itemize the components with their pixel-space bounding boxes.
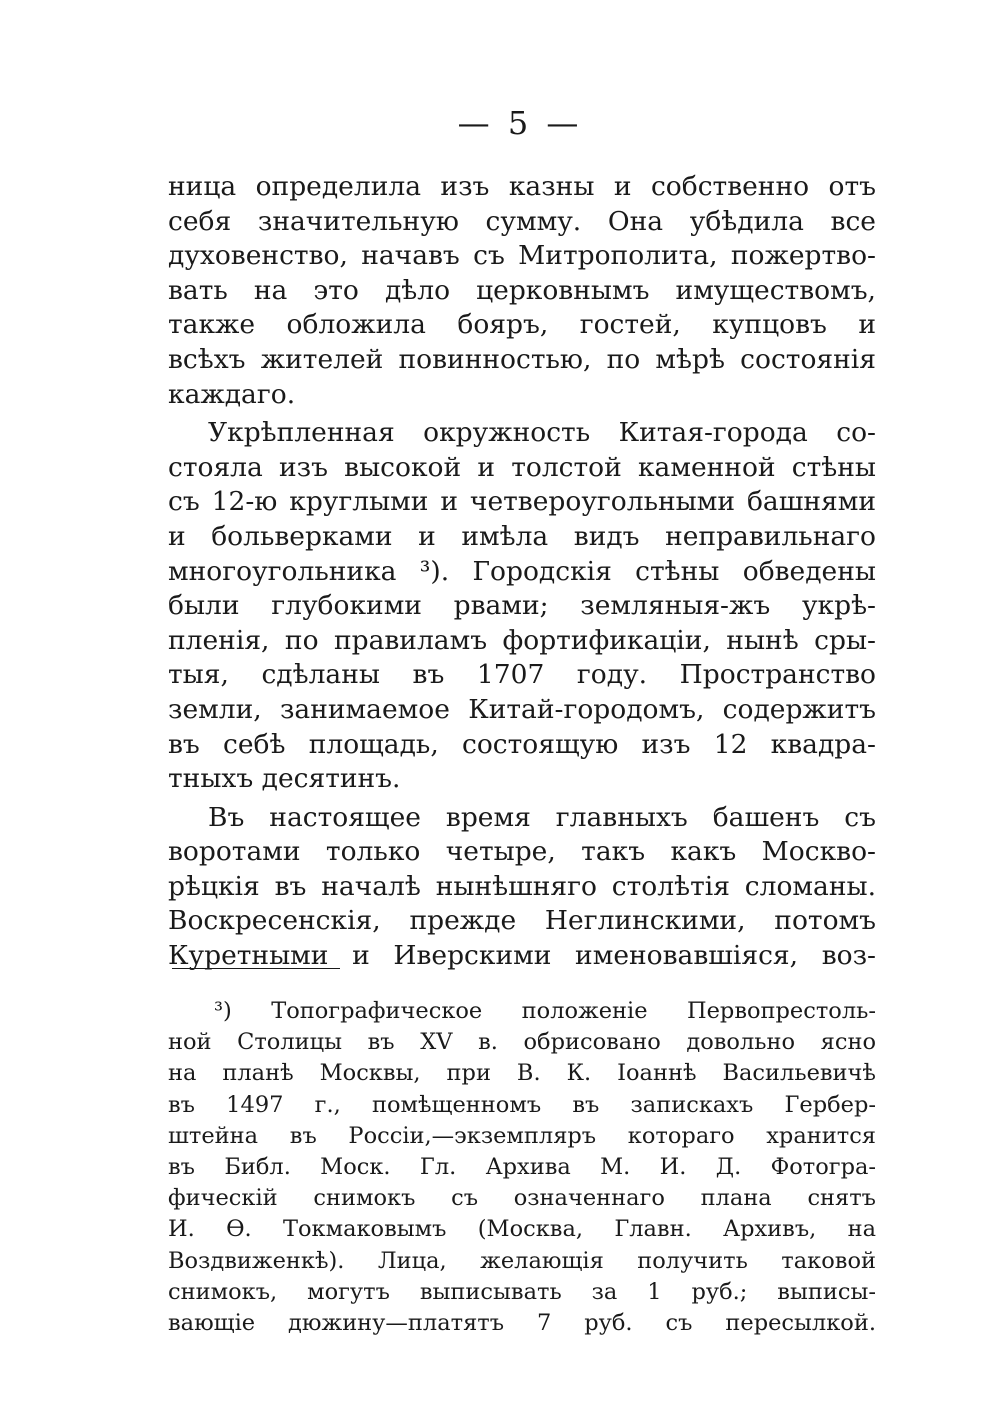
footnote-line: И. Ѳ. Токмаковымъ (Москва, Главн. Архивъ, на bbox=[168, 1216, 876, 1243]
text-line: тныхъ десятинъ. bbox=[168, 763, 401, 795]
text-line: съ 12-ю круглыми и четвероугольными башнями bbox=[168, 486, 876, 518]
text-line: пленія, по правиламъ фортификаціи, нынѣ сры- bbox=[168, 624, 876, 656]
footnote-line: на планѣ Москвы, при В. К. Іоаннѣ Васильевичѣ bbox=[168, 1060, 876, 1087]
footnote-line: вающіе дюжину—платятъ 7 руб. съ пересылкой. bbox=[168, 1309, 876, 1336]
text-line: земли, занимаемое Китай-городомъ, содержитъ bbox=[168, 693, 876, 725]
text-line: воротами только четыре, такъ какъ Москво- bbox=[168, 836, 876, 868]
footnote-line: Воздвиженкѣ). Лица, желающія получить таковой bbox=[168, 1247, 876, 1274]
text-line: каждаго. bbox=[168, 378, 296, 410]
footnote-line: въ Библ. Моск. Гл. Архива М. И. Д. Фотогра- bbox=[168, 1153, 876, 1180]
text-line: вать на это дѣло церковнымъ имуществомъ, bbox=[168, 274, 876, 306]
footnote-line: снимокъ, могутъ выписывать за 1 руб.; выписы- bbox=[168, 1278, 876, 1305]
text-line: въ себѣ площадь, состоящую изъ 12 квадра- bbox=[168, 728, 876, 760]
text-line: многоугольника ³). Городскія стѣны обведены bbox=[168, 555, 876, 587]
footnote-line: ³) Топографическое положеніе Первопрестоль- bbox=[214, 998, 876, 1024]
footnote-line: фическій снимокъ съ означеннаго плана снятъ bbox=[168, 1185, 876, 1212]
text-line: также обложила бояръ, гостей, купцовъ и bbox=[168, 309, 876, 341]
text-line: стояла изъ высокой и толстой каменной стѣны bbox=[168, 451, 876, 483]
text-line: Укрѣпленная окружность Китая-города со- bbox=[208, 417, 876, 449]
text-line: Въ настоящее время главныхъ башенъ съ bbox=[208, 801, 876, 833]
footnote-line: въ 1497 г., помѣщенномъ въ запискахъ Гербер- bbox=[168, 1091, 876, 1118]
text-line: и больверками и имѣла видъ неправильнаго bbox=[168, 520, 876, 552]
text-line: Воскресенскія, прежде Неглинскими, потомъ bbox=[168, 905, 876, 937]
text-line: духовенство, начавъ съ Митрополита, пожертво- bbox=[168, 240, 876, 272]
text-line: тыя, сдѣланы въ 1707 году. Пространство bbox=[168, 659, 876, 691]
main-text bbox=[168, 170, 876, 974]
footnote-divider bbox=[172, 968, 340, 969]
text-line: всѣхъ жителей повинностью, по мѣрѣ состоянія bbox=[168, 343, 876, 375]
text-line: ница определила изъ казны и собственно отъ bbox=[168, 171, 876, 202]
footnote-text bbox=[168, 996, 876, 1339]
text-line: были глубокими рвами; земляныя-жъ укрѣ- bbox=[168, 590, 876, 622]
page-number: — 5 — bbox=[457, 104, 583, 142]
text-line: Куретными и Иверскими именовавшіяся, воз- bbox=[168, 940, 876, 972]
text-line: рѣцкія въ началѣ нынѣшняго столѣтія сломаны. bbox=[168, 870, 876, 902]
footnote-line: ной Столицы въ XV в. обрисовано довольно ясно bbox=[168, 1029, 876, 1056]
text-line: себя значительную сумму. Она убѣдила все bbox=[168, 205, 876, 237]
footnote-line: штейна въ Россіи,—экземпляръ котораго хранится bbox=[168, 1122, 876, 1149]
